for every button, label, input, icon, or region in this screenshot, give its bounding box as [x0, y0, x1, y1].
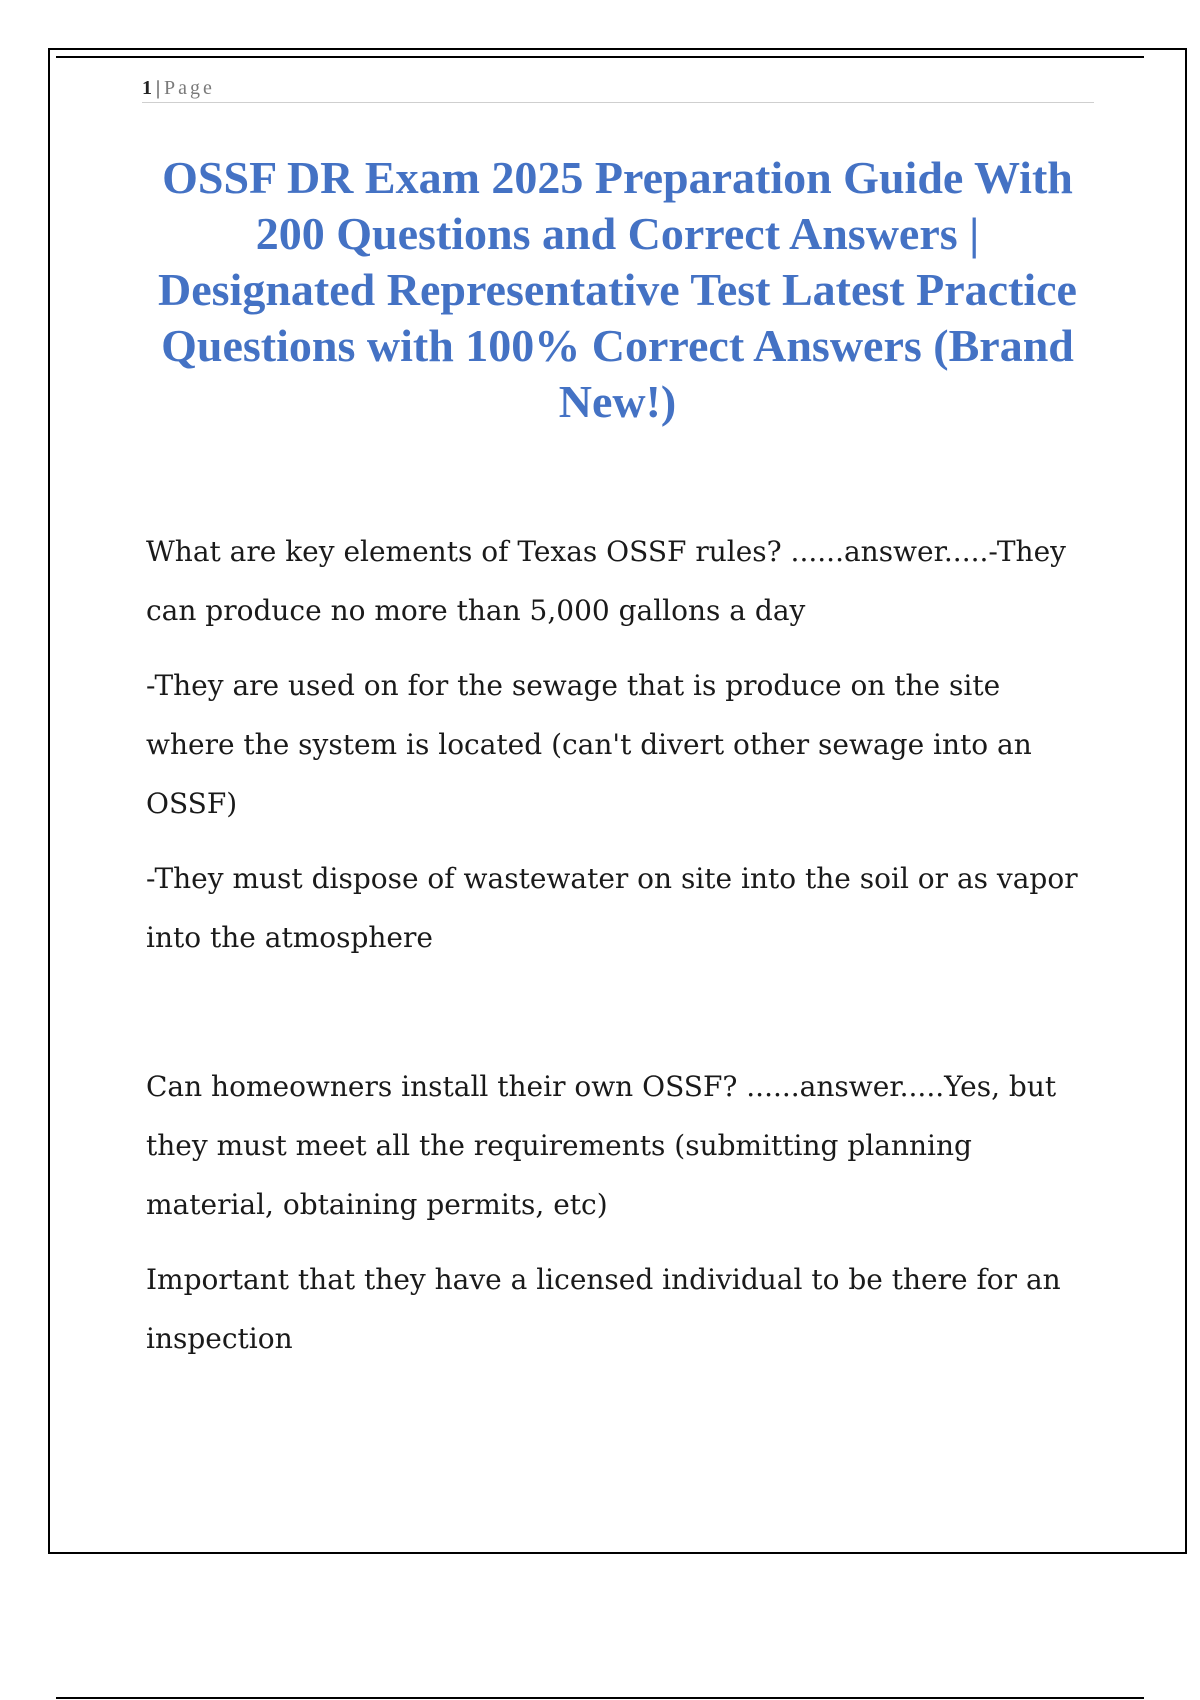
bottom-rule: [56, 1697, 1144, 1699]
qa-paragraph: What are key elements of Texas OSSF rules? ......answer.....-They can produce no more than 5,000 gallons a day: [146, 535, 1066, 627]
qa-paragraph: Can homeowners install their own OSSF? ......answer.....Yes, but they must meet all the requirements (submitting planning material, obtaining permits, etc): [146, 1070, 1057, 1221]
qa-item: [146, 522, 1096, 967]
qa-paragraph: -They must dispose of wastewater on site into the soil or as vapor into the atmosphere: [146, 862, 1078, 954]
document-body: [146, 522, 1096, 1384]
page-label: Page: [164, 76, 215, 99]
top-rule: [56, 56, 1144, 58]
document-title: OSSF DR Exam 2025 Preparation Guide With 200 Questions and Correct Answers | Designated Representative Test Latest Practice Questions with 100% Correct Answers (Brand New!): [158, 152, 1077, 427]
page-separator: |: [156, 76, 161, 99]
spacer: [146, 983, 1096, 1057]
qa-item: [146, 1057, 1096, 1368]
qa-paragraph: -They are used on for the sewage that is produce on the site where the system is located (can't divert other sewage into an OSSF): [146, 669, 1032, 820]
page-header: [142, 74, 1094, 103]
qa-paragraph: Important that they have a licensed individual to be there for an inspection: [146, 1263, 1061, 1355]
page-number: 1: [142, 76, 152, 99]
